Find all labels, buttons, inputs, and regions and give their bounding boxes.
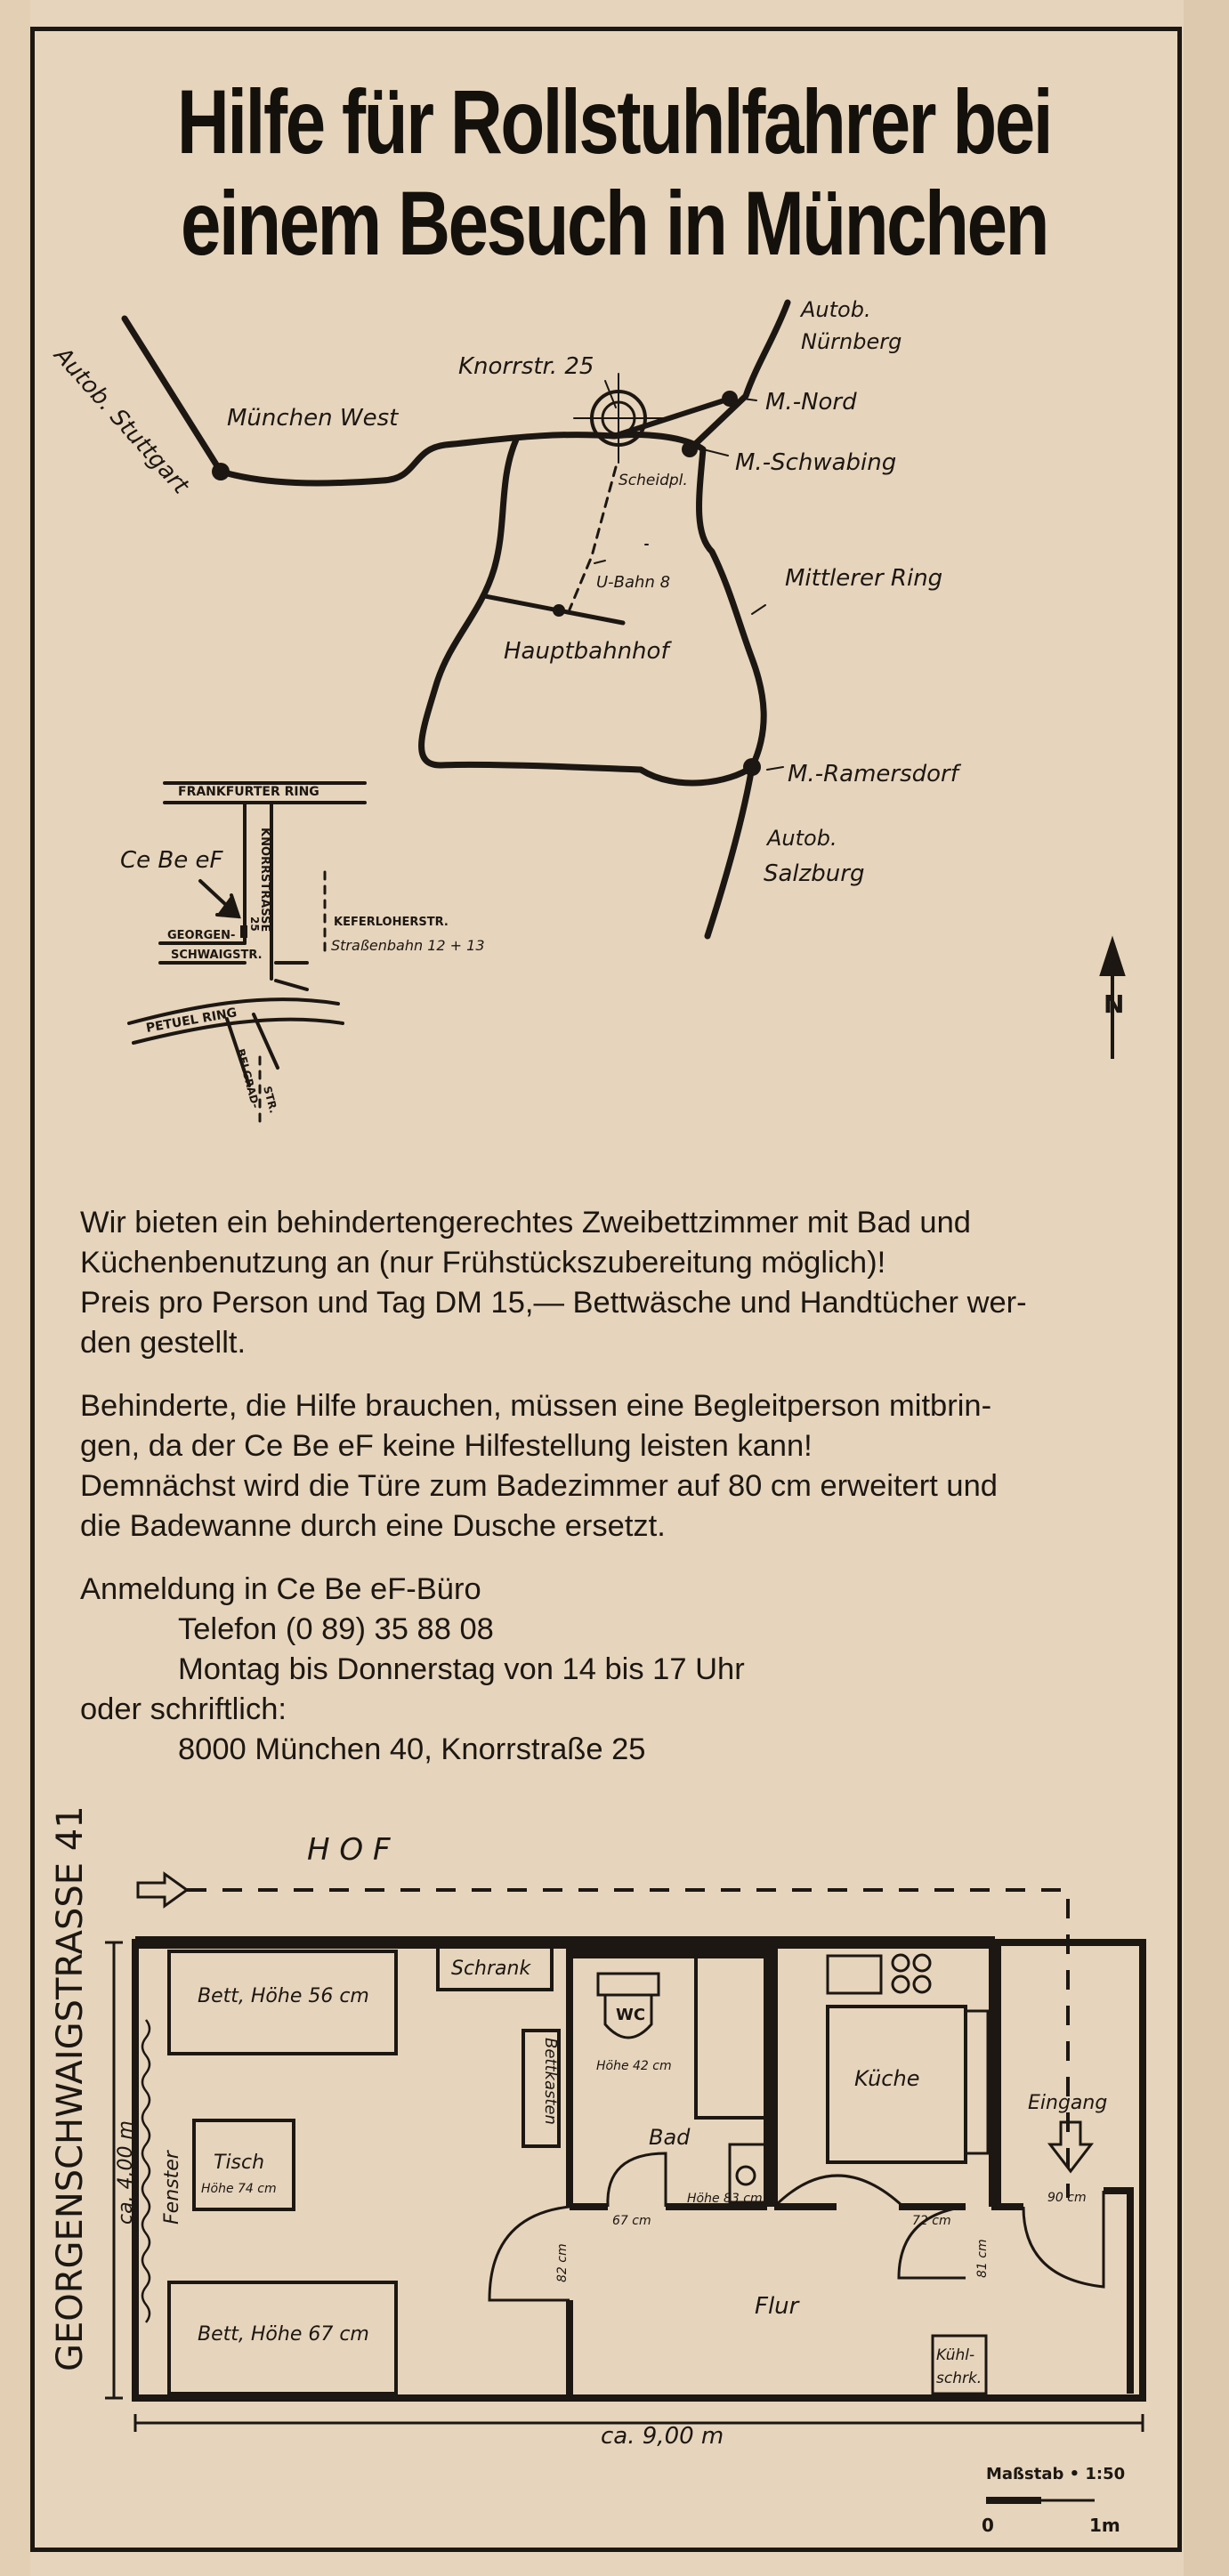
offer-line: Preis pro Person und Tag DM 15,— Bettwäsche und Handtücher wer- [80, 1286, 1027, 1320]
label-door-90: 90 cm [1047, 2191, 1087, 2205]
label-muenchen-west: München West [227, 405, 399, 432]
offer-line: den gestellt. [80, 1326, 247, 1360]
label-kuehl-2: schrk. [936, 2370, 982, 2387]
label-nr25: 25 [248, 917, 261, 932]
dot-ramersdorf [743, 758, 761, 776]
label-kueche: Küche [854, 2066, 920, 2091]
offer-paragraph-1 [80, 1203, 1166, 1363]
dot-m-nord [722, 391, 738, 407]
label-keferloherstr: KEFERLOHERSTR. [334, 916, 449, 929]
label-hof: H O F [307, 1832, 391, 1868]
contact-phone: Telefon (0 89) 35 88 08 [178, 1612, 494, 1646]
label-height-dim: ca. 4,00 m [115, 2120, 137, 2225]
contact-or: oder schriftlich: [80, 1692, 287, 1726]
offer-line: Küchenbenutzung an (nur Frühstückszubereitung möglich)! [80, 1246, 886, 1280]
label-autob-salzburg-2: Salzburg [764, 860, 865, 887]
label-scale-1m: 1m [1089, 2515, 1120, 2536]
road-west [221, 435, 614, 483]
label-door-82: 82 cm [555, 2243, 570, 2282]
label-eingang: Eingang [1028, 2092, 1108, 2114]
label-str: STR. [261, 1085, 280, 1115]
offer-line: Wir bieten ein behindertengerechtes Zweibettzimmer mit Bad und [80, 1206, 971, 1240]
contact-registration: Anmeldung in Ce Be eF-Büro [80, 1572, 481, 1606]
label-wc: WC [616, 2006, 646, 2024]
label-door-72: 72 cm [912, 2214, 951, 2228]
label-strassenbahn: Straßenbahn 12 + 13 [331, 937, 485, 954]
label-wc-height: Höhe 42 cm [596, 2059, 672, 2073]
headline-line-2: einem Besuch in München [180, 173, 1048, 274]
label-bed-2: Bett, Höhe 67 cm [198, 2323, 369, 2346]
contact-block [80, 1570, 745, 1770]
label-tisch-height: Höhe 74 cm [201, 2182, 277, 2196]
label-door-67: 67 cm [612, 2214, 651, 2228]
contact-hours: Montag bis Donnerstag von 14 bis 17 Uhr [178, 1652, 745, 1686]
label-georgenschwaigstrasse: GEORGENSCHWAIGSTRASSE 41 [50, 1805, 91, 2371]
label-scale-0: 0 [982, 2515, 994, 2536]
offer-line: die Badewanne durch eine Dusche ersetzt. [80, 1509, 666, 1543]
offer-line: Behinderte, die Hilfe brauchen, müssen eine Begleitperson mitbrin- [80, 1389, 992, 1423]
label-bettkasten: Bettkasten [541, 2038, 560, 2125]
label-fenster: Fenster [161, 2151, 183, 2225]
label-scheidpl: Scheidpl. [619, 472, 688, 489]
headline-line-1: Hilfe für Rollstuhlfahrer bei [176, 71, 1052, 173]
road-autobahn-nuernberg [690, 303, 788, 449]
label-petuelring: PETUEL RING [144, 1005, 239, 1036]
label-belgrad: BELGRAD- [234, 1047, 263, 1110]
label-ubahn: U-Bahn 8 [596, 573, 671, 592]
offer-paragraph-2 [80, 1386, 1166, 1546]
label-m-schwabing: M.-Schwabing [735, 449, 897, 476]
label-autob-nuernberg-1: Autob. [801, 297, 871, 322]
dot-muenchen-west [212, 463, 230, 480]
label-tisch: Tisch [214, 2152, 265, 2174]
dot-hauptbahnhof [553, 604, 565, 617]
overview-map [125, 303, 788, 936]
label-frankfurter-ring: FRANKFURTER RING [178, 785, 319, 799]
label-m-nord: M.-Nord [765, 389, 857, 416]
label-door-81: 81 cm [975, 2239, 990, 2278]
label-georgen: GEORGEN- [167, 929, 236, 942]
label-sink-height: Höhe 83 cm [687, 2192, 763, 2206]
label-kuehl-1: Kühl- [936, 2346, 975, 2364]
label-schwaigstr: SCHWAIGSTR. [171, 949, 263, 962]
cebeef-arrow-icon [200, 881, 239, 917]
route-maps [0, 0, 1229, 1157]
label-knorrstr: Knorrstr. 25 [458, 353, 594, 380]
contact-address: 8000 München 40, Knorrstraße 25 [178, 1732, 646, 1766]
label-cebeef: Ce Be eF [120, 847, 223, 874]
offer-line: gen, da der Ce Be eF keine Hilfestellung leisten kann! [80, 1429, 813, 1463]
label-bed-1: Bett, Höhe 56 cm [198, 1985, 369, 2007]
dot-m-schwabing [682, 441, 698, 457]
label-width-dim: ca. 9,00 m [601, 2423, 724, 2450]
label-north: N [1104, 989, 1125, 1019]
label-autob-stuttgart: Autob. Stuttgart [48, 342, 194, 499]
label-hauptbahnhof: Hauptbahnhof [504, 638, 669, 665]
label-m-ramersdorf: M.-Ramersdorf [788, 761, 958, 787]
label-mittlerer-ring: Mittlerer Ring [785, 565, 943, 592]
cebeef-building [240, 925, 247, 938]
label-schrank: Schrank [451, 1958, 531, 1980]
offer-line: Demnächst wird die Türe zum Badezimmer auf 80 cm erweitert und [80, 1469, 998, 1503]
label-knorrstrasse: KNORRSTRASSE [258, 828, 271, 933]
road-mittlerer-ring [422, 435, 764, 783]
label-scale: Maßstab • 1:50 [986, 2465, 1126, 2483]
label-autob-salzburg-1: Autob. [767, 826, 837, 851]
label-flur: Flur [755, 2293, 799, 2320]
label-bad: Bad [649, 2125, 691, 2150]
road-autobahn-salzburg [707, 767, 752, 936]
label-autob-nuernberg-2: Nürnberg [801, 329, 902, 354]
